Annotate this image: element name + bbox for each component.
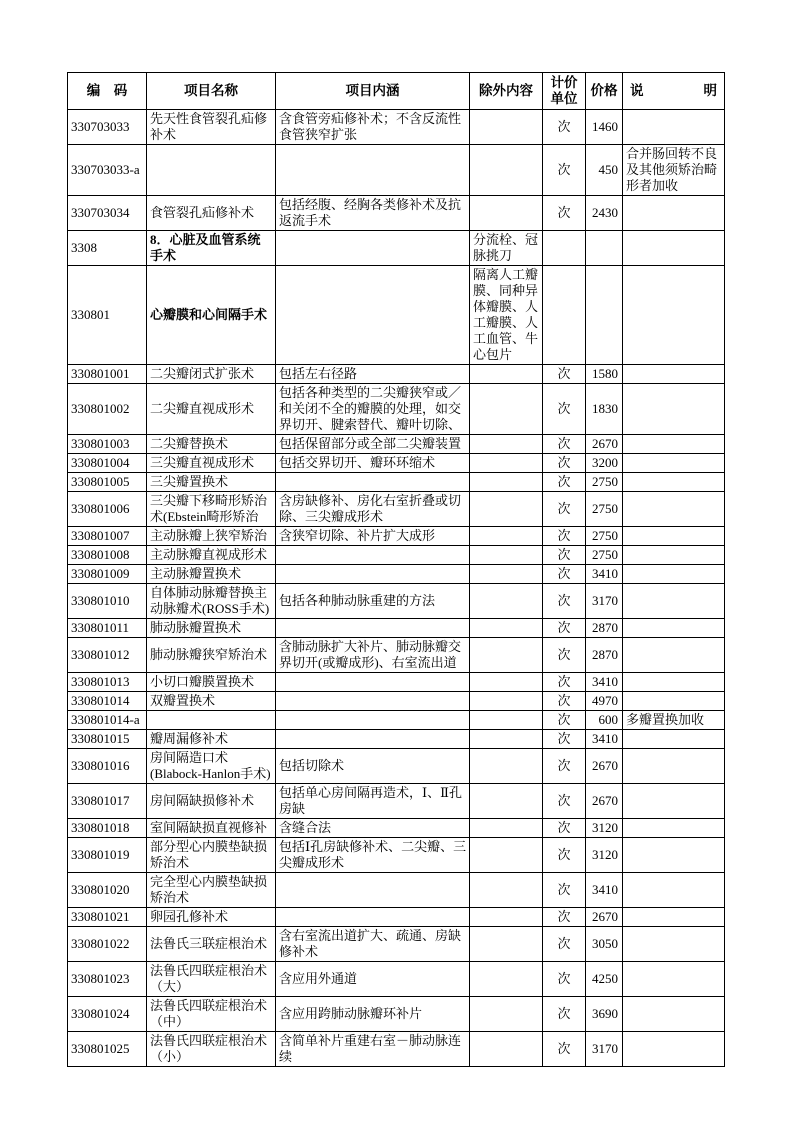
cell-note [623, 692, 725, 711]
cell-name: 三尖瓣直视成形术 [147, 454, 276, 473]
cell-note [623, 962, 725, 997]
cell-name: 法鲁氏三联症根治术 [147, 927, 276, 962]
cell-exclusion [470, 784, 543, 819]
table-row [68, 908, 725, 927]
cell-exclusion [470, 145, 543, 196]
cell-price: 2430 [586, 196, 623, 231]
cell-price: 3410 [586, 565, 623, 584]
cell-unit: 次 [543, 1032, 586, 1067]
header-row [68, 73, 725, 110]
cell-content: 包括各种类型的二尖瓣狭窄或／和关闭不全的瓣膜的处理，如交界切开、腱索替代、瓣叶切除、 [276, 384, 470, 435]
table-body [68, 110, 725, 1067]
cell-note [623, 565, 725, 584]
cell-name: 主动脉瓣置换术 [147, 565, 276, 584]
cell-price: 3410 [586, 873, 623, 908]
table-row [68, 638, 725, 673]
cell-content [276, 711, 470, 730]
table-row [68, 838, 725, 873]
cell-note [623, 638, 725, 673]
table-row [68, 997, 725, 1032]
cell-unit: 次 [543, 492, 586, 527]
header-code: 编 码 [68, 73, 147, 110]
cell-content: 含狭窄切除、补片扩大成形 [276, 527, 470, 546]
cell-code: 330801014-a [68, 711, 147, 730]
table-row [68, 1032, 725, 1067]
cell-price: 3170 [586, 1032, 623, 1067]
header-unit: 计价单位 [543, 73, 586, 110]
cell-note [623, 927, 725, 962]
cell-price: 2670 [586, 908, 623, 927]
cell-unit: 次 [543, 473, 586, 492]
cell-exclusion [470, 927, 543, 962]
cell-note [623, 196, 725, 231]
cell-exclusion [470, 962, 543, 997]
cell-name: 法鲁氏四联症根治术（中） [147, 997, 276, 1032]
cell-exclusion: 分流栓、冠脉挑刀 [470, 231, 543, 266]
table-row [68, 711, 725, 730]
cell-name: 主动脉瓣上狭窄矫治 [147, 527, 276, 546]
cell-exclusion [470, 873, 543, 908]
table-row [68, 784, 725, 819]
table-row [68, 110, 725, 145]
cell-name: 法鲁氏四联症根治术（小） [147, 1032, 276, 1067]
cell-content: 含简单补片重建右室－肺动脉连续 [276, 1032, 470, 1067]
cell-price [586, 266, 623, 365]
cell-name: 瓣周漏修补术 [147, 730, 276, 749]
table-row [68, 473, 725, 492]
cell-price: 4250 [586, 962, 623, 997]
cell-price: 2670 [586, 784, 623, 819]
cell-content: 包括交界切开、瓣环环缩术 [276, 454, 470, 473]
cell-unit: 次 [543, 619, 586, 638]
cell-code: 330801023 [68, 962, 147, 997]
table-header [68, 73, 725, 110]
cell-price: 3410 [586, 673, 623, 692]
cell-exclusion [470, 527, 543, 546]
cell-price [586, 231, 623, 266]
cell-content: 含食管旁疝修补术；不含反流性食管狭窄扩张 [276, 110, 470, 145]
cell-content: 含应用外通道 [276, 962, 470, 997]
cell-content: 含肺动脉扩大补片、肺动脉瓣交界切开(或瓣成形)、右室流出道 [276, 638, 470, 673]
cell-name: 食管裂孔疝修补术 [147, 196, 276, 231]
cell-note [623, 819, 725, 838]
table-row [68, 266, 725, 365]
cell-price: 3410 [586, 730, 623, 749]
cell-note [623, 365, 725, 384]
cell-content [276, 873, 470, 908]
cell-price: 2750 [586, 492, 623, 527]
cell-exclusion: 隔离人工瓣膜、同种异体瓣膜、人工瓣膜、人工血管、牛心包片 [470, 266, 543, 365]
table-row [68, 196, 725, 231]
cell-price: 3120 [586, 838, 623, 873]
cell-price: 450 [586, 145, 623, 196]
cell-note: 合并肠回转不良及其他须矫治畸形者加收 [623, 145, 725, 196]
cell-name: 心瓣膜和心间隔手术 [147, 266, 276, 365]
table-row [68, 619, 725, 638]
cell-note [623, 873, 725, 908]
cell-exclusion [470, 565, 543, 584]
table-row [68, 873, 725, 908]
cell-code: 330801020 [68, 873, 147, 908]
cell-exclusion [470, 384, 543, 435]
cell-note [623, 110, 725, 145]
table-row [68, 565, 725, 584]
cell-price: 600 [586, 711, 623, 730]
cell-code: 330801018 [68, 819, 147, 838]
cell-note [623, 384, 725, 435]
table-row [68, 819, 725, 838]
cell-exclusion [470, 711, 543, 730]
cell-price: 2670 [586, 435, 623, 454]
cell-content: 包括单心房间隔再造术，Ⅰ、Ⅱ孔房缺 [276, 784, 470, 819]
cell-exclusion [470, 546, 543, 565]
cell-unit: 次 [543, 749, 586, 784]
cell-code: 330801025 [68, 1032, 147, 1067]
cell-code: 330801004 [68, 454, 147, 473]
cell-name: 主动脉瓣直视成形术 [147, 546, 276, 565]
cell-unit: 次 [543, 435, 586, 454]
cell-code: 330801024 [68, 997, 147, 1032]
table-row [68, 527, 725, 546]
cell-name: 房间隔缺损修补术 [147, 784, 276, 819]
table-row [68, 962, 725, 997]
cell-unit: 次 [543, 196, 586, 231]
cell-content: 包括Ⅰ孔房缺修补术、二尖瓣、三尖瓣成形术 [276, 838, 470, 873]
cell-content: 含右室流出道扩大、疏通、房缺修补术 [276, 927, 470, 962]
cell-code: 330801003 [68, 435, 147, 454]
cell-exclusion [470, 838, 543, 873]
cell-note [623, 1032, 725, 1067]
cell-note [623, 619, 725, 638]
cell-note: 多瓣置换加收 [623, 711, 725, 730]
cell-content: 含房缺修补、房化右室折叠或切除、三尖瓣成形术 [276, 492, 470, 527]
cell-price: 2670 [586, 749, 623, 784]
cell-price: 2750 [586, 527, 623, 546]
cell-name: 双瓣置换术 [147, 692, 276, 711]
cell-name: 二尖瓣直视成形术 [147, 384, 276, 435]
cell-unit: 次 [543, 962, 586, 997]
cell-unit: 次 [543, 527, 586, 546]
cell-price: 3170 [586, 584, 623, 619]
cell-content [276, 565, 470, 584]
cell-note [623, 838, 725, 873]
table-row [68, 145, 725, 196]
table-row [68, 435, 725, 454]
cell-code: 330703033-a [68, 145, 147, 196]
cell-content: 含应用跨肺动脉瓣环补片 [276, 997, 470, 1032]
cell-code: 330801022 [68, 927, 147, 962]
cell-note [623, 673, 725, 692]
cell-exclusion [470, 819, 543, 838]
cell-note [623, 546, 725, 565]
cell-note [623, 492, 725, 527]
cell-unit: 次 [543, 384, 586, 435]
cell-code: 330801002 [68, 384, 147, 435]
cell-content [276, 231, 470, 266]
cell-price: 3690 [586, 997, 623, 1032]
cell-name: 法鲁氏四联症根治术（大） [147, 962, 276, 997]
cell-unit [543, 266, 586, 365]
cell-name: 完全型心内膜垫缺损矫治术 [147, 873, 276, 908]
cell-name [147, 145, 276, 196]
cell-price: 2750 [586, 546, 623, 565]
cell-unit: 次 [543, 638, 586, 673]
cell-code: 3308 [68, 231, 147, 266]
cell-exclusion [470, 692, 543, 711]
header-price: 价格 [586, 73, 623, 110]
table-row [68, 231, 725, 266]
cell-code: 330801010 [68, 584, 147, 619]
cell-code: 330801011 [68, 619, 147, 638]
cell-name: 房间隔造口术(Blabock-Hanlon手术) [147, 749, 276, 784]
price-table [67, 72, 725, 1067]
cell-name: 8．心脏及血管系统手术 [147, 231, 276, 266]
header-name: 项目名称 [147, 73, 276, 110]
table-row [68, 492, 725, 527]
cell-note [623, 584, 725, 619]
cell-name: 自体肺动脉瓣替换主动脉瓣术(ROSS手术) [147, 584, 276, 619]
cell-code: 330801009 [68, 565, 147, 584]
cell-unit: 次 [543, 838, 586, 873]
cell-unit: 次 [543, 784, 586, 819]
cell-price: 1460 [586, 110, 623, 145]
cell-name: 小切口瓣膜置换术 [147, 673, 276, 692]
cell-code: 330801021 [68, 908, 147, 927]
cell-content [276, 692, 470, 711]
cell-unit: 次 [543, 730, 586, 749]
cell-code: 330801017 [68, 784, 147, 819]
cell-exclusion [470, 492, 543, 527]
cell-unit [543, 231, 586, 266]
cell-code: 330801019 [68, 838, 147, 873]
cell-content [276, 145, 470, 196]
cell-exclusion [470, 749, 543, 784]
cell-content: 包括左右径路 [276, 365, 470, 384]
cell-exclusion [470, 365, 543, 384]
cell-unit: 次 [543, 365, 586, 384]
table-row [68, 692, 725, 711]
cell-unit: 次 [543, 584, 586, 619]
cell-name: 三尖瓣置换术 [147, 473, 276, 492]
cell-code: 330703033 [68, 110, 147, 145]
cell-price: 1830 [586, 384, 623, 435]
cell-exclusion [470, 730, 543, 749]
cell-content [276, 730, 470, 749]
header-note: 说明 [623, 73, 725, 110]
cell-exclusion [470, 110, 543, 145]
cell-name: 三尖瓣下移畸形矫治术(Ebstein畸形矫治 [147, 492, 276, 527]
cell-note [623, 527, 725, 546]
cell-name: 二尖瓣闭式扩张术 [147, 365, 276, 384]
table-row [68, 927, 725, 962]
cell-exclusion [470, 638, 543, 673]
cell-note [623, 454, 725, 473]
table-row [68, 730, 725, 749]
cell-code: 330801001 [68, 365, 147, 384]
cell-price: 1580 [586, 365, 623, 384]
table-row [68, 584, 725, 619]
cell-code: 330801008 [68, 546, 147, 565]
cell-unit: 次 [543, 819, 586, 838]
cell-unit: 次 [543, 711, 586, 730]
cell-exclusion [470, 673, 543, 692]
cell-note [623, 730, 725, 749]
cell-unit: 次 [543, 908, 586, 927]
cell-price: 3200 [586, 454, 623, 473]
cell-exclusion [470, 997, 543, 1032]
cell-code: 330801013 [68, 673, 147, 692]
cell-exclusion [470, 584, 543, 619]
cell-code: 330801015 [68, 730, 147, 749]
table-row [68, 673, 725, 692]
cell-exclusion [470, 619, 543, 638]
cell-code: 330801012 [68, 638, 147, 673]
cell-code: 330801006 [68, 492, 147, 527]
cell-content [276, 673, 470, 692]
cell-note [623, 473, 725, 492]
cell-price: 3050 [586, 927, 623, 962]
cell-note [623, 231, 725, 266]
cell-code: 330703034 [68, 196, 147, 231]
cell-content: 包括保留部分或全部二尖瓣装置 [276, 435, 470, 454]
cell-content: 包括切除术 [276, 749, 470, 784]
cell-name: 先天性食管裂孔疝修补术 [147, 110, 276, 145]
cell-exclusion [470, 908, 543, 927]
cell-content: 包括经腹、经胸各类修补术及抗返流手术 [276, 196, 470, 231]
cell-note [623, 908, 725, 927]
cell-exclusion [470, 1032, 543, 1067]
cell-content [276, 266, 470, 365]
cell-name [147, 711, 276, 730]
cell-note [623, 784, 725, 819]
cell-price: 2750 [586, 473, 623, 492]
cell-code: 330801005 [68, 473, 147, 492]
cell-exclusion [470, 435, 543, 454]
cell-content [276, 546, 470, 565]
cell-content: 含缝合法 [276, 819, 470, 838]
table-row [68, 384, 725, 435]
cell-code: 330801014 [68, 692, 147, 711]
cell-content [276, 619, 470, 638]
cell-unit: 次 [543, 873, 586, 908]
cell-exclusion [470, 196, 543, 231]
cell-unit: 次 [543, 927, 586, 962]
cell-note [623, 435, 725, 454]
cell-note [623, 749, 725, 784]
cell-exclusion [470, 473, 543, 492]
cell-exclusion [470, 454, 543, 473]
table-row [68, 454, 725, 473]
cell-unit: 次 [543, 454, 586, 473]
cell-content: 包括各种肺动脉重建的方法 [276, 584, 470, 619]
table-row [68, 546, 725, 565]
cell-name: 部分型心内膜垫缺损矫治术 [147, 838, 276, 873]
cell-name: 肺动脉瓣置换术 [147, 619, 276, 638]
cell-unit: 次 [543, 997, 586, 1032]
cell-code: 330801007 [68, 527, 147, 546]
cell-price: 2870 [586, 638, 623, 673]
cell-price: 3120 [586, 819, 623, 838]
cell-code: 330801016 [68, 749, 147, 784]
cell-unit: 次 [543, 145, 586, 196]
cell-content [276, 473, 470, 492]
cell-unit: 次 [543, 673, 586, 692]
cell-unit: 次 [543, 546, 586, 565]
cell-name: 卵园孔修补术 [147, 908, 276, 927]
cell-code: 330801 [68, 266, 147, 365]
header-exclusion: 除外内容 [470, 73, 543, 110]
cell-unit: 次 [543, 110, 586, 145]
cell-note [623, 997, 725, 1032]
header-content: 项目内涵 [276, 73, 470, 110]
cell-unit: 次 [543, 692, 586, 711]
cell-content [276, 908, 470, 927]
cell-price: 2870 [586, 619, 623, 638]
table-row [68, 749, 725, 784]
cell-price: 4970 [586, 692, 623, 711]
cell-name: 二尖瓣替换术 [147, 435, 276, 454]
cell-note [623, 266, 725, 365]
cell-name: 肺动脉瓣狭窄矫治术 [147, 638, 276, 673]
cell-unit: 次 [543, 565, 586, 584]
cell-name: 室间隔缺损直视修补 [147, 819, 276, 838]
table-row [68, 365, 725, 384]
